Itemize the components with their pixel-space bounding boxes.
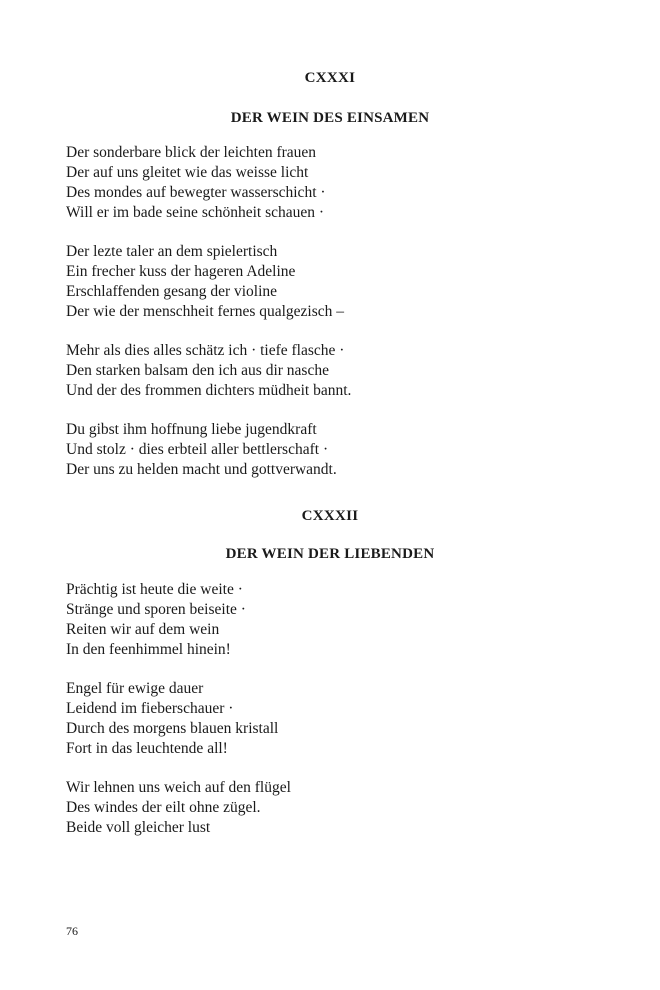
verse-line: Des mondes auf bewegter wasserschicht · [66,184,326,201]
poem-title: DER WEIN DER LIEBENDEN [225,546,435,562]
verse-line: Der auf uns gleitet wie das weisse licht [66,164,309,181]
verse-line: Den starken balsam den ich aus dir nasche [66,362,329,379]
stanza [66,420,606,480]
verse-line: In den feenhimmel hinein! [66,641,231,658]
stanza [66,679,606,759]
verse-line: Leidend im fieberschauer · [66,700,234,717]
page-number: 76 [66,924,78,938]
stanza [66,580,606,660]
stanza [66,341,606,401]
poem-number: CXXXII [301,508,359,524]
verse-line: Der lezte taler an dem spielertisch [66,243,278,260]
verse-line: Des windes der eilt ohne zügel. [66,799,261,816]
verse-line: Engel für ewige dauer [66,680,204,697]
verse-line: Prächtig ist heute die weite · [66,581,243,598]
verse-line: Ein frecher kuss der hageren Adeline [66,263,296,280]
verse-line: Und stolz · dies erbteil aller bettlerschaft · [66,441,329,458]
verse-line: Fort in das leuchtende all! [66,740,228,757]
poem-title: DER WEIN DES EINSAMEN [230,110,430,126]
verse-line: Will er im bade seine schönheit schauen · [66,204,325,221]
verse-line: Mehr als dies alles schätz ich · tiefe flasche · [66,342,345,359]
verse-line: Der uns zu helden macht und gottverwandt. [66,461,337,478]
verse-line: Stränge und sporen beiseite · [66,601,246,618]
verse-line: Der sonderbare blick der leichten frauen [66,144,317,161]
poem-number: CXXXI [304,70,356,86]
stanza [66,778,606,838]
verse-line: Der wie der menschheit fernes qualgezisch – [66,303,345,320]
verse-line: Beide voll gleicher lust [66,819,211,836]
verse-line: Du gibst ihm hoffnung liebe jugendkraft [66,421,317,438]
stanza [66,143,606,223]
verse-line: Und der des frommen dichters müdheit bannt. [66,382,352,399]
verse-line: Wir lehnen uns weich auf den flügel [66,779,291,796]
verse-line: Durch des morgens blauen kristall [66,720,279,737]
verse-line: Erschlaffenden gesang der violine [66,283,278,300]
stanza [66,242,606,322]
verse-line: Reiten wir auf dem wein [66,621,220,638]
